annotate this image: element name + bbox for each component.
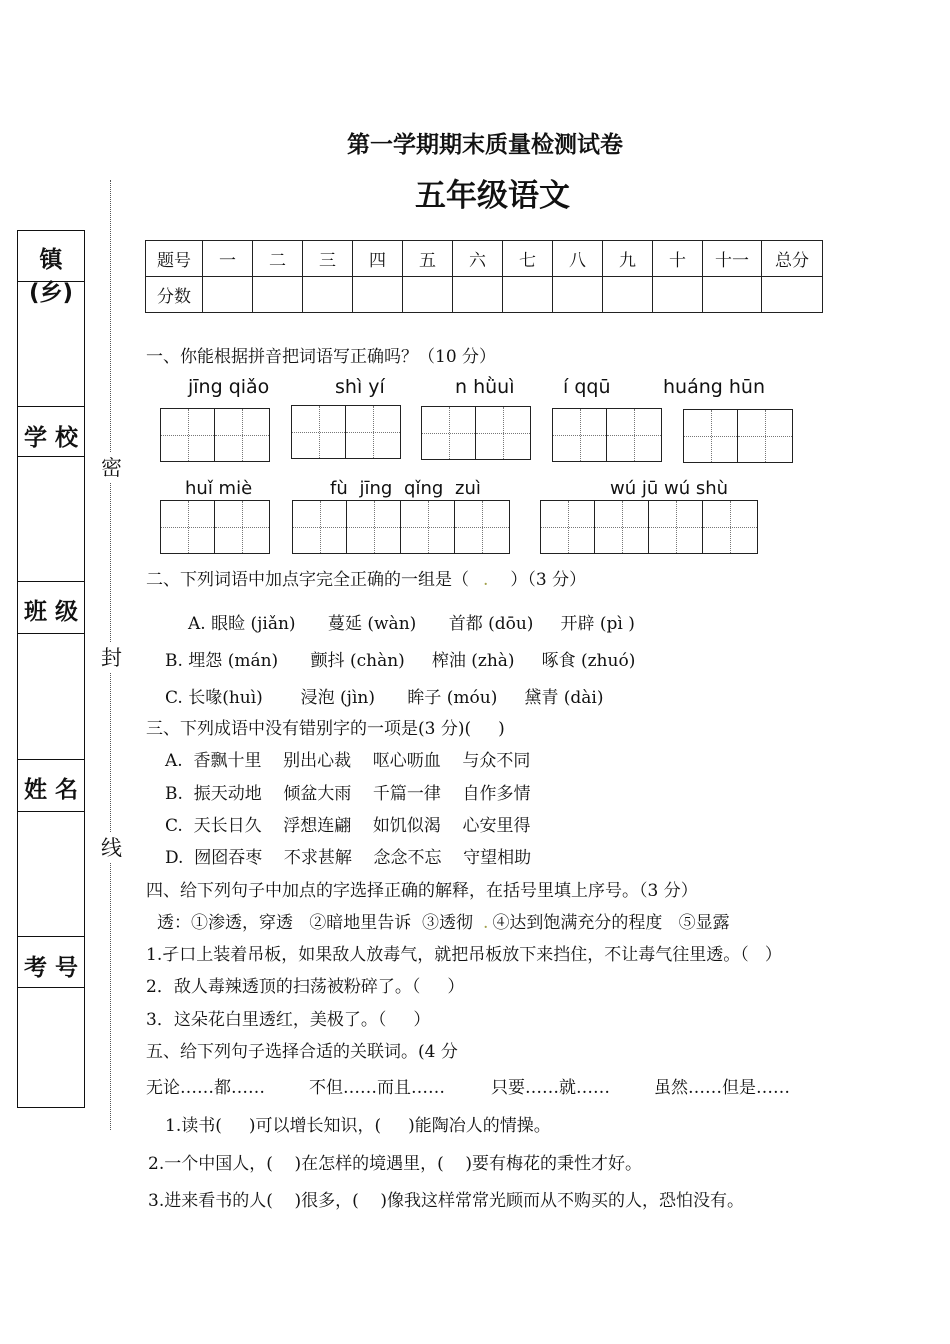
score-table [145, 240, 823, 313]
score-cell[interactable] [762, 277, 823, 313]
section4-title: 四、给下列句子中加点的字选择正确的解释，在括号里填上序号。（3 分） [146, 881, 698, 901]
writing-grid[interactable] [540, 500, 758, 554]
pinyin-label: shì yí [335, 376, 385, 398]
option-b: B. 埋怨 (mán) 颤抖 (chàn) 榨油 (zhà) 啄食 (zhuó) [165, 651, 636, 671]
meaning-list: 透：①渗透，穿透 ②暗地里告诉 ③透彻 . ④达到饱满充分的程度 ⑤显露 [157, 913, 730, 933]
question-sentence: 1.读书( )可以增长知识，( )能陶冶人的情操。 [165, 1116, 551, 1136]
writing-grid[interactable] [421, 406, 531, 460]
section3-title: 三、下列成语中没有错别字的一项是(3 分)( ) [146, 719, 505, 739]
score-cell[interactable] [403, 277, 453, 313]
student-info-box [17, 230, 85, 1108]
conjunction: 虽然……但是…… [654, 1078, 790, 1098]
field-label-name: 姓 名 [23, 777, 78, 803]
writing-grid[interactable] [552, 408, 662, 462]
seal-mark: 密 [101, 452, 122, 482]
pinyin-label: í qqū [563, 376, 611, 398]
column-header: 十 [653, 241, 703, 277]
column-header: 一 [203, 241, 253, 277]
option-c: C. 天长日久 浮想连翩 如饥似渴 心安里得 [165, 816, 531, 836]
divider [18, 633, 84, 634]
column-header: 五 [403, 241, 453, 277]
option-a: A. 眼睑 (jiǎn) 蔓延 (wàn) 首都 (dōu) 开辟 (pì ) [188, 614, 635, 634]
conjunction: 只要……就…… [491, 1078, 610, 1098]
writing-grid[interactable] [292, 500, 510, 554]
pinyin-label: wú jū wú shù [610, 478, 729, 499]
field-label-class: 班 级 [23, 599, 78, 625]
divider [18, 281, 84, 282]
column-header: 总分 [762, 241, 823, 277]
conjunction: 不但……而且…… [309, 1078, 445, 1098]
score-cell[interactable] [303, 277, 353, 313]
writing-grid[interactable] [291, 405, 401, 459]
question-sentence: 2．敌人毒辣透顶的扫荡被粉碎了。（ ） [146, 977, 465, 997]
pinyin-label: jīng qiǎo [188, 376, 270, 398]
divider [18, 406, 84, 407]
option-a: A. 香飘十里 别出心裁 呕心呖血 与众不同 [165, 751, 531, 771]
pinyin-label: huǐ miè [185, 478, 253, 499]
score-cell[interactable] [553, 277, 603, 313]
question-sentence: 3．这朵花白里透红，美极了。（ ） [146, 1010, 431, 1030]
seal-mark: 线 [101, 832, 122, 862]
option-c: C. 长喙(huì) 浸泡 (jìn) 眸子 (móu) 黛青 (dài) [165, 688, 604, 708]
section2-title: 二、下列词语中加点字完全正确的一组是（ . ）（3 分） [146, 570, 587, 590]
pinyin-label: fù jīng qǐng zuì [330, 478, 481, 499]
field-label-town: 镇(乡) [28, 247, 74, 306]
pinyin-label: n hǜuì [455, 376, 515, 398]
section5-title: 五、给下列句子选择合适的关联词。(4 分 [146, 1042, 458, 1062]
exam-subtitle: 五年级语文 [415, 178, 570, 214]
column-header: 八 [553, 241, 603, 277]
score-cell[interactable] [653, 277, 703, 313]
field-label-school: 学 校 [23, 425, 78, 451]
row-label: 题号 [146, 241, 203, 277]
score-cell[interactable] [253, 277, 303, 313]
score-cell[interactable] [453, 277, 503, 313]
column-header: 七 [503, 241, 553, 277]
exam-title: 第一学期期末质量检测试卷 [347, 131, 623, 158]
score-cell[interactable] [603, 277, 653, 313]
divider [18, 811, 84, 812]
writing-grid[interactable] [160, 408, 270, 462]
column-header: 六 [453, 241, 503, 277]
writing-grid[interactable] [683, 409, 793, 463]
divider [18, 456, 84, 457]
pinyin-label: huáng hūn [663, 376, 765, 398]
column-header: 四 [353, 241, 403, 277]
field-label-exam-number: 考 号 [23, 955, 78, 981]
divider [18, 936, 84, 937]
option-d: D. 囫囵吞枣 不求甚解 念念不忘 守望相助 [165, 848, 532, 868]
question-sentence: 2.一个中国人，( )在怎样的境遇里，( )要有梅花的秉性才好。 [148, 1154, 642, 1174]
table-row [146, 241, 823, 277]
divider [18, 581, 84, 582]
question-sentence: 1.孑口上装着吊板，如果敌人放毒气，就把吊板放下来挡住，不让毒气往里透。（ ） [146, 945, 782, 965]
divider [18, 759, 84, 760]
column-header: 十一 [703, 241, 762, 277]
score-cell[interactable] [703, 277, 762, 313]
section1-title: 一、你能根据拼音把词语写正确吗？（10 分） [146, 347, 497, 367]
conjunction: 无论……都…… [146, 1078, 265, 1098]
table-row [146, 277, 823, 313]
score-cell[interactable] [203, 277, 253, 313]
column-header: 二 [253, 241, 303, 277]
score-cell[interactable] [503, 277, 553, 313]
question-sentence: 3.进来看书的人( )很多，( )像我这样常常光顾而从不购买的人，恐怕没有。 [148, 1191, 744, 1211]
writing-grid[interactable] [160, 500, 270, 554]
option-b: B. 振天动地 倾盆大雨 千篇一律 自作多情 [165, 784, 531, 804]
divider [18, 987, 84, 988]
column-header: 三 [303, 241, 353, 277]
column-header: 九 [603, 241, 653, 277]
score-cell[interactable] [353, 277, 403, 313]
row-label: 分数 [146, 277, 203, 313]
seal-mark: 封 [101, 642, 122, 672]
